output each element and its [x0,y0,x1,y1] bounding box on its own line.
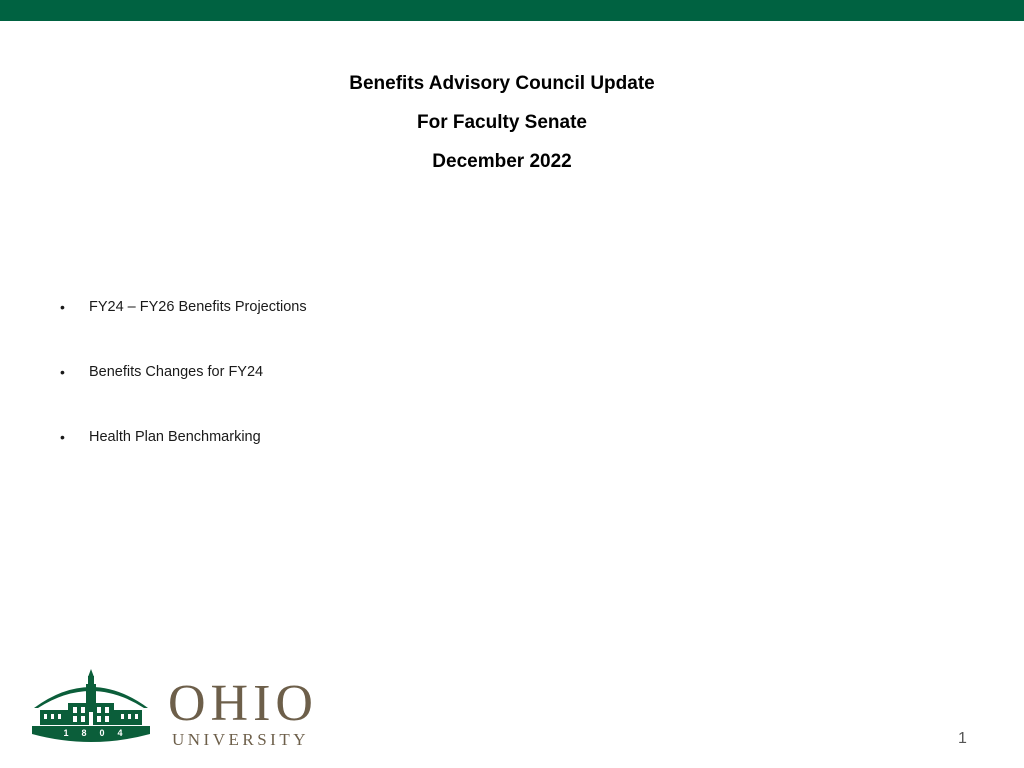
slide-date: December 2022 [432,151,572,172]
cutler-hall-seal-icon [30,668,152,748]
slide-title-block [0,64,1004,181]
seal-year-digit: 8 [81,728,87,738]
ohio-university-logo [30,668,330,752]
bullet-icon: • [60,299,65,315]
agenda-item [60,361,307,426]
seal-year-digit: 1 [63,728,69,738]
top-color-band [0,0,1024,21]
page-number: 1 [958,730,967,747]
seal-year-digit: 0 [99,728,105,738]
agenda-item-text: Health Plan Benchmarking [89,429,261,445]
agenda-item-text: Benefits Changes for FY24 [89,364,264,380]
logo-wordmark: OHIO [168,675,318,732]
agenda-bullet-list [60,296,307,491]
agenda-item-text: FY24 – FY26 Benefits Projections [89,299,307,315]
agenda-item [60,296,307,361]
bullet-icon: • [60,364,65,380]
slide-subtitle: For Faculty Senate [417,112,587,133]
logo-subtitle: UNIVERSITY [172,730,309,749]
bullet-icon: • [60,429,65,445]
seal-year-digit: 4 [117,728,123,738]
agenda-item [60,426,307,491]
slide-title: Benefits Advisory Council Update [349,73,655,94]
